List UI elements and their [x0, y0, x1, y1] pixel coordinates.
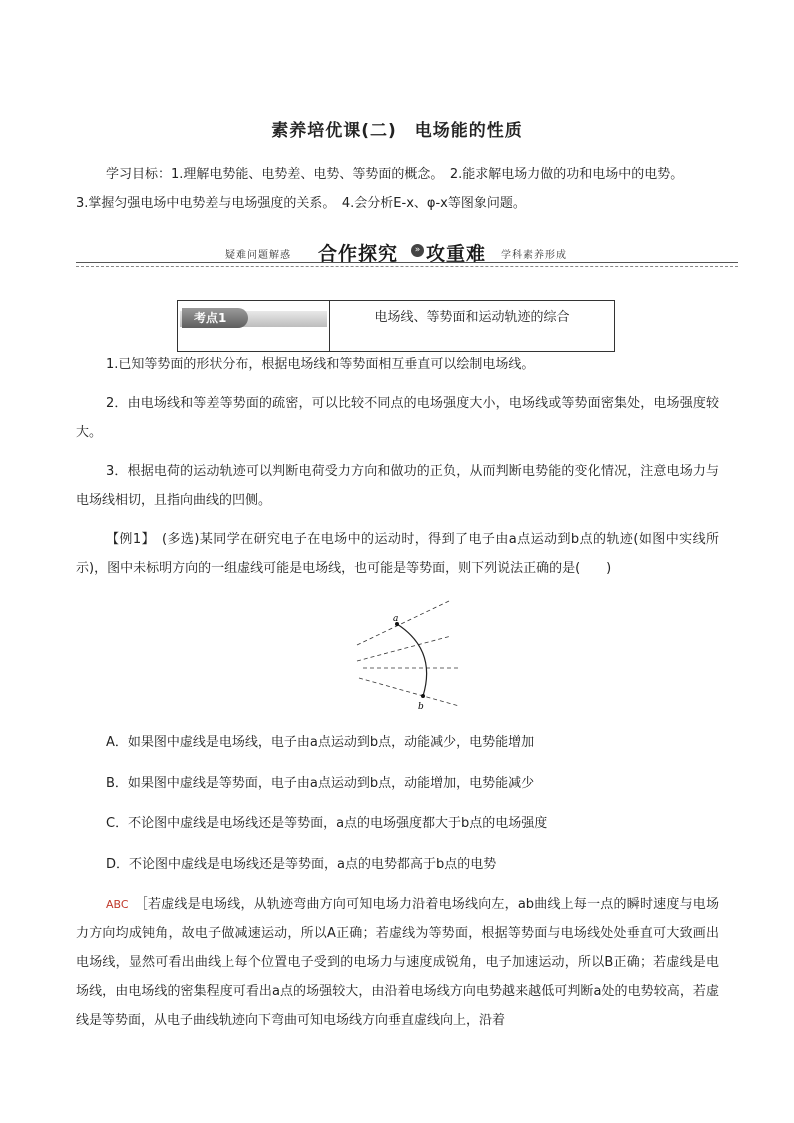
option-d: D．不论图中虚线是电场线还是等势面，a点的电势都高于b点的电势 [106, 857, 497, 872]
solution-text: ［若虚线是电场线，从轨迹弯曲方向可知电场力沿着电场线向左，ab曲线上每一点的瞬时速度与电场力方向均成钝角，故电子做减速运动，所以A正确；若虚线为等势面，根据等势面与电场线处处垂直可大致画出电场线，显然可看出曲线上每个位置电子受到的电场力与速度成锐角，电子加速运动，所以B正确；若虚线是电场线，由电场线的密集程度可看出a点的场强较大，由沿着电场线方向电势越来越低可判断a处的电势较高，若虚线是等势面，从电子曲线轨迹向下弯曲可知电场线方向垂直虚线向上，沿着 [76, 897, 719, 1028]
trajectory-curve [397, 624, 427, 696]
point-box [177, 300, 615, 352]
banner-rule [76, 262, 738, 263]
point-label: 考点1 [182, 308, 248, 328]
page-title: 素养培优课(二) 电场能的性质 [271, 121, 523, 141]
dashed-line-1 [357, 601, 449, 645]
chevron-right-icon: » [411, 244, 424, 257]
option-a: A．如果图中虚线是电场线，电子由a点运动到b点，动能减少，电势能增加 [106, 735, 535, 750]
point-3: 3．根据电荷的运动轨迹可以判断电荷受力方向和做功的正负，从而判断电势能的变化情况，注意电场力与电场线相切，且指向曲线的凹侧。 [76, 464, 719, 508]
option-c: C．不论图中虚线是电场线还是等势面，a点的电场强度都大于b点的电场强度 [106, 816, 548, 831]
trajectory-figure [353, 598, 473, 716]
dashed-line-2 [357, 636, 451, 661]
point-b-label: b [418, 702, 424, 712]
banner-dashed-rule [76, 266, 738, 267]
solution-answer: ABC [106, 898, 129, 911]
banner-right-text: 学科素养形成 [501, 250, 567, 261]
option-b: B．如果图中虚线是等势面，电子由a点运动到b点，动能增加，电势能减少 [106, 776, 535, 791]
banner-main-text-2: 攻重难 [426, 243, 487, 265]
point-2: 2．由电场线和等差等势面的疏密，可以比较不同点的电场强度大小，电场线或等势面密集处，电场强度较大。 [76, 396, 719, 440]
example-label: 【例1】 [106, 532, 149, 547]
point-1: 1.已知等势面的形状分布，根据电场线和等势面相互垂直可以绘制电场线。 [106, 357, 535, 372]
point-a-label: a [393, 614, 399, 624]
section-banner [76, 238, 738, 268]
point-b-dot [421, 694, 425, 698]
dashed-line-4 [359, 678, 459, 706]
objectives-line-2: 3.掌握匀强电场中电势差与电场强度的关系。 4.会分析E-x、φ-x等图象问题。 [76, 196, 526, 211]
solution [76, 890, 719, 1035]
example-text: (多选)某同学在研究电子在电场中的运动时，得到了电子由a点运动到b点的轨迹(如图中实线所示)，图中未标明方向的一组虚线可能是电场线，也可能是等势面，则下列说法正确的是( ) [76, 532, 719, 576]
objectives-line-1: 学习目标：1.理解电势能、电势差、电势、等势面的概念。 2.能求解电场力做的功和电场中的电势。 [106, 167, 684, 182]
banner-left-text: 疑难问题解惑 [225, 250, 291, 261]
example-1 [76, 525, 719, 583]
banner-main-text: 合作探究 [318, 243, 399, 265]
point-label-cell [178, 301, 330, 351]
point-title: 电场线、等势面和运动轨迹的综合 [374, 310, 570, 325]
learning-objectives [76, 160, 719, 218]
